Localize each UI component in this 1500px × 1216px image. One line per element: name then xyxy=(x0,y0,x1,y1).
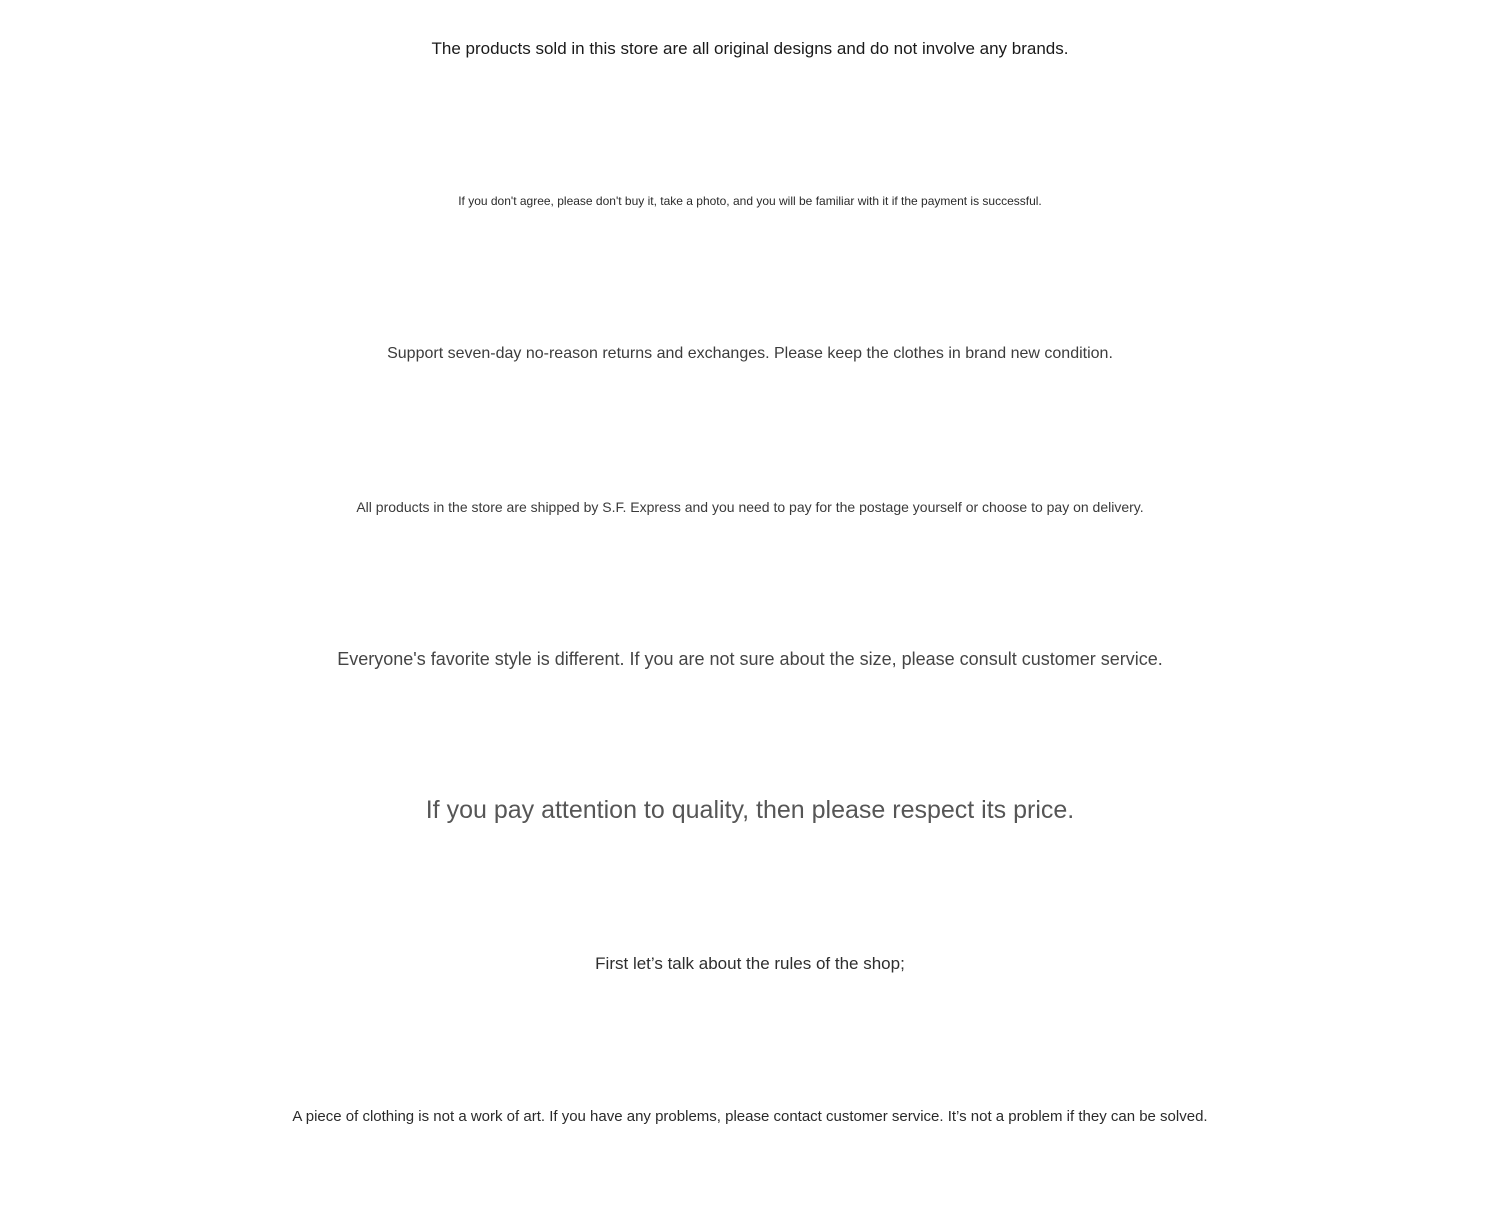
notice-shipping-policy: All products in the store are shipped by S.F. Express and you need to pay for the postage yourself or choose to pay on delivery. xyxy=(356,499,1144,515)
notice-original-designs: The products sold in this store are all original designs and do not involve any brands. xyxy=(431,39,1069,58)
notice-size-consultation: Everyone's favorite style is different. If you are not sure about the size, please consult customer service. xyxy=(337,649,1163,669)
notice-quality-price: If you pay attention to quality, then please respect its price. xyxy=(425,796,1075,824)
notice-customer-service: A piece of clothing is not a work of art. If you have any problems, please contact customer service. It’s not a problem if they can be solved. xyxy=(292,1108,1208,1125)
notice-shop-rules-intro: First let’s talk about the rules of the shop; xyxy=(595,954,905,973)
notice-returns-policy: Support seven-day no-reason returns and exchanges. Please keep the clothes in brand new condition. xyxy=(387,345,1113,362)
notice-purchase-agreement: If you don't agree, please don't buy it, take a photo, and you will be familiar with it if the payment is successful. xyxy=(458,194,1042,208)
